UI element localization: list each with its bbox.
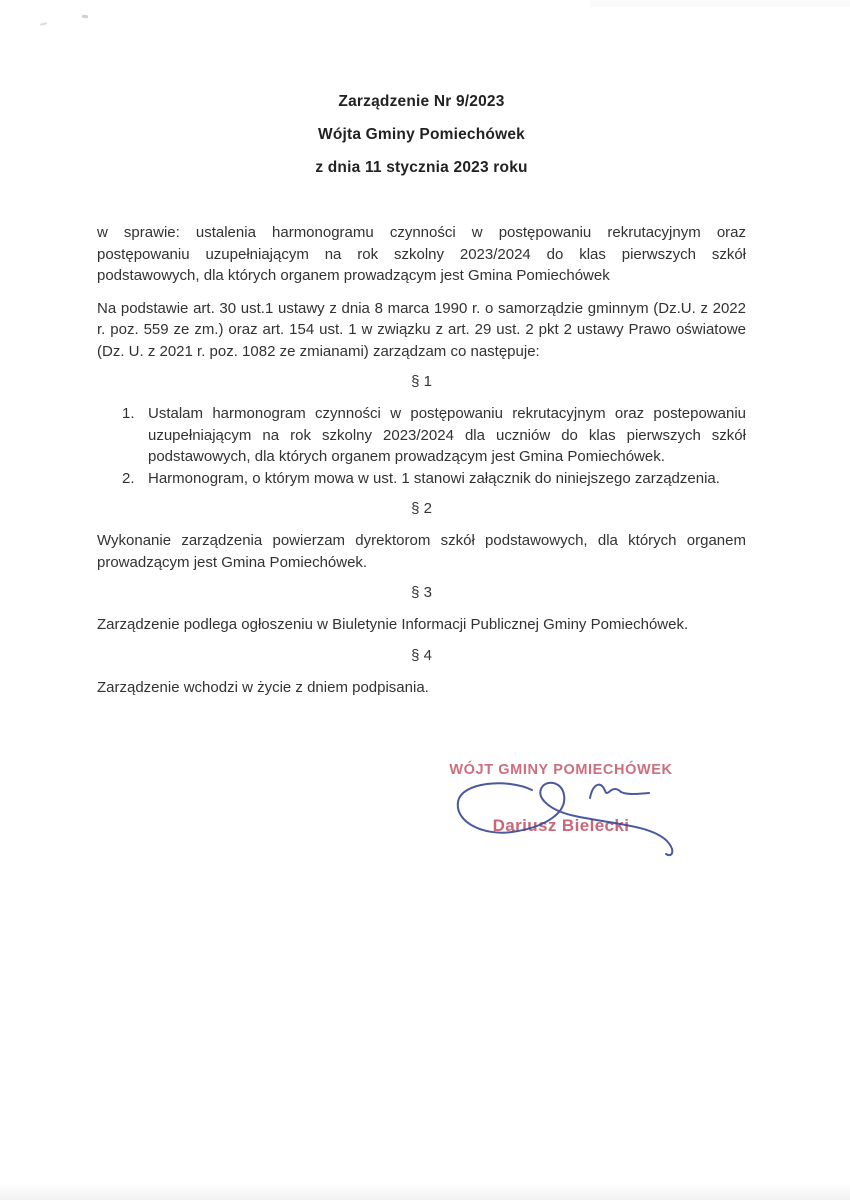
section-4-heading: § 4 — [411, 646, 432, 664]
section-2-heading: § 2 — [411, 500, 432, 517]
signature-stroke-flourish — [590, 785, 649, 798]
list-item-text: Ustalam harmonogram czynności w postępowaniu rekrutacyjnym oraz postepowaniu uzupełniającym na rok szkolny 2023/2024 dla uczniów do klas pierwszych szkół podstawowych, dla których organem prowadzącym jest Gmina Pomiechówek. — [148, 405, 746, 465]
section-2-body: Wykonanie zarządzenia powierzam dyrektorom szkół podstawowych, dla których organem prowadzącym jest Gmina Pomiechówek. — [97, 532, 746, 571]
signer-role-stamp: WÓJT GMINY POMIECHÓWEK — [449, 762, 673, 778]
section-3-body: Zarządzenie podlega ogłoszeniu w Biuletynie Informacji Publicznej Gminy Pomiechówek. — [97, 616, 689, 633]
signer-name-stamp: Dariusz Bielecki — [492, 816, 630, 835]
section-4-body: Zarządzenie wchodzi w życie z dniem podpisania. — [97, 678, 429, 696]
list-item-number: 2. — [122, 469, 135, 487]
document-title-block — [97, 94, 746, 176]
title-line-ordinance-number: Zarządzenie Nr 9/2023 — [338, 93, 505, 110]
signature-block — [435, 752, 687, 864]
list-item-text: Harmonogram, o którym mowa w ust. 1 stanowi załącznik do niniejszego zarządzenia. — [148, 469, 720, 487]
list-item-number: 1. — [122, 405, 135, 422]
section-3-heading: § 3 — [411, 584, 432, 601]
title-line-date: z dnia 11 stycznia 2023 roku — [315, 159, 528, 176]
handwritten-signature-ink — [435, 774, 687, 864]
list-item — [122, 468, 746, 490]
title-line-issuer: Wójta Gminy Pomiechówek — [317, 126, 525, 143]
subject-paragraph: w sprawie: ustalenia harmonogramu czynności w postępowaniu rekrutacyjnym oraz postępowaniu uzupełniającym na rok szkolny 2023/2024 do klas pierwszych szkół podstawowych, dla których organem prowadzącym jest Gmina Pomiechówek — [97, 224, 746, 284]
list-item — [122, 403, 746, 468]
scan-bottom-shadow — [0, 1183, 850, 1200]
section-1-list — [122, 403, 746, 489]
section-1-heading: § 1 — [411, 373, 432, 390]
legal-basis-paragraph: Na podstawie art. 30 ust.1 ustawy z dnia 8 marca 1990 r. o samorządzie gminnym (Dz.U. z 2022 r. poz. 559 ze zm.) oraz art. 154 ust. 1 w związku z art. 29 ust. 2 pkt 2 ustawy Prawo oświatowe (Dz. U. z 2021 r. poz. 1082 ze zmianami) zarządzam co następuje: — [97, 299, 746, 360]
